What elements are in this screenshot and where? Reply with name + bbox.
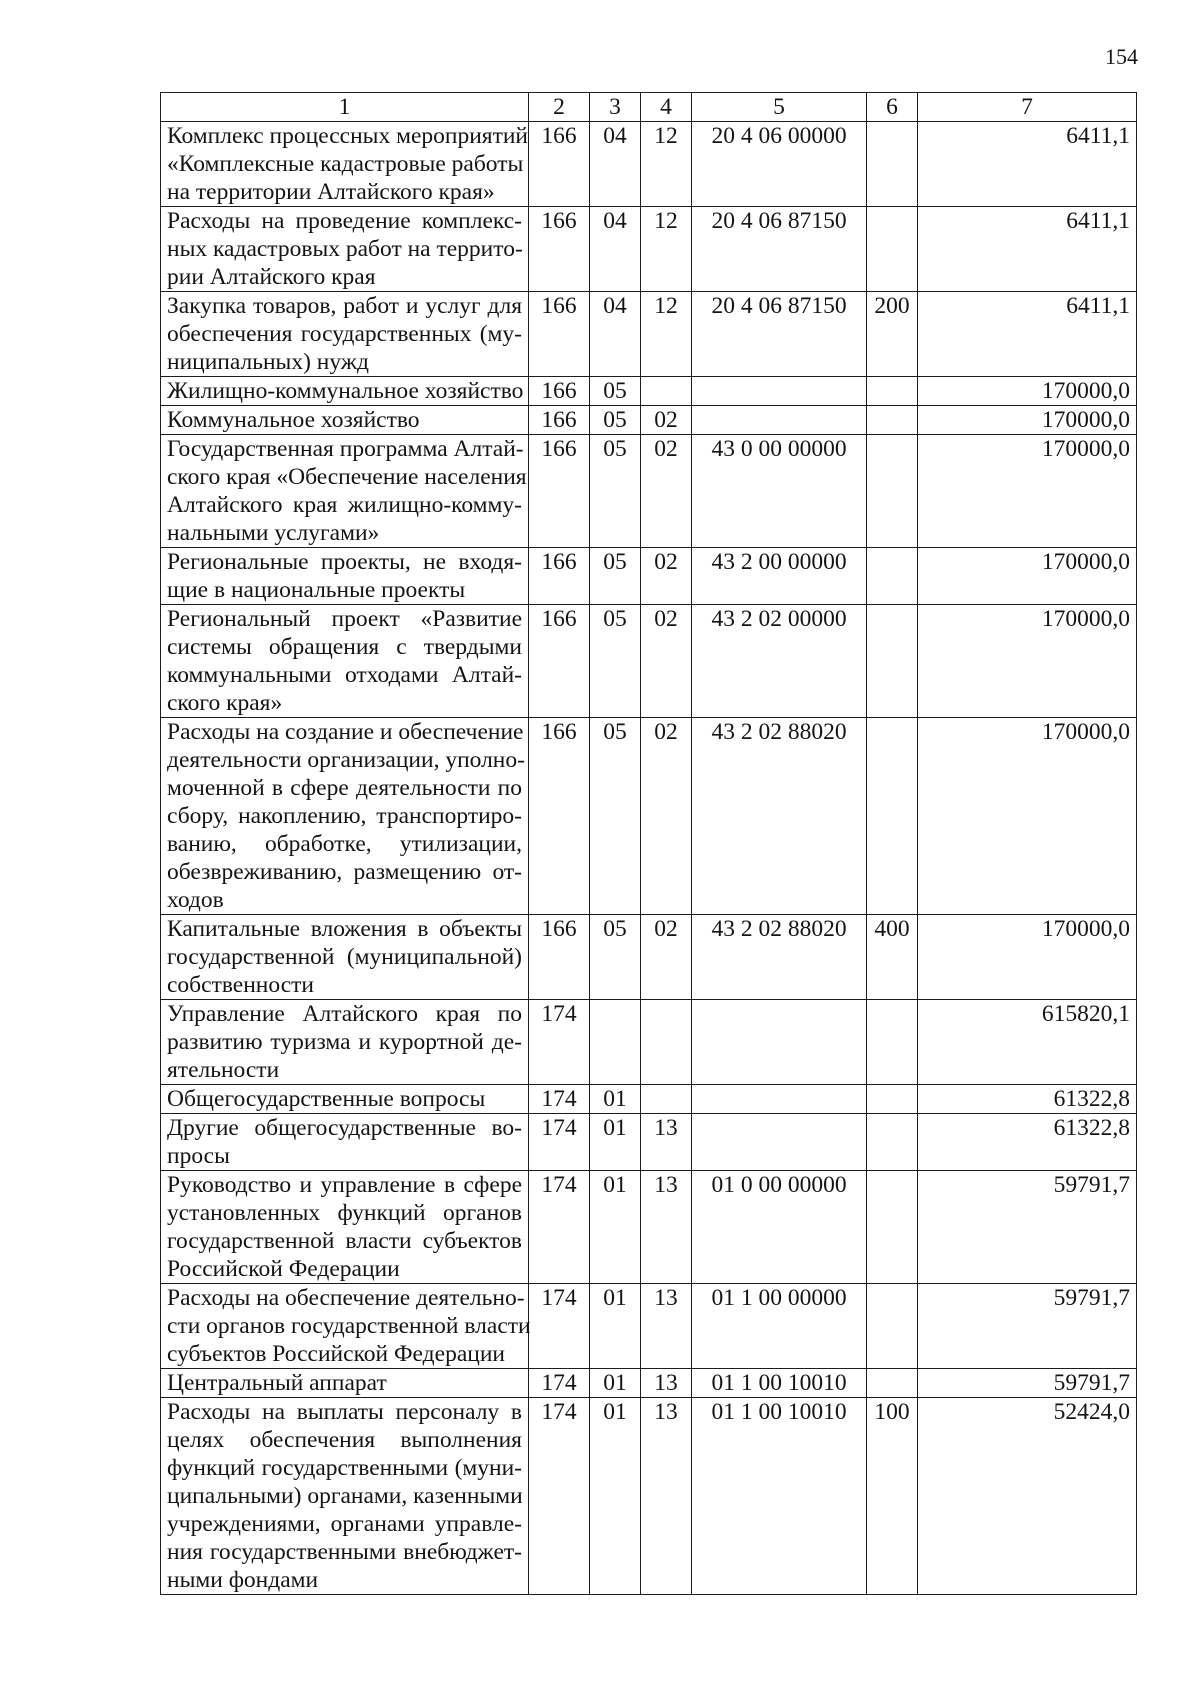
item-name-cell [161,1085,529,1114]
item-name-line: целях обеспечения выполнения [167,1427,522,1453]
table-header-row [161,93,1137,122]
item-name-line: Алтайского края жилищно-комму- [167,492,522,518]
subsection-code-cell: 02 [641,406,692,435]
amount-cell: 6411,1 [918,207,1137,292]
item-name-line: «Комплексные кадастровые работы [167,151,524,177]
item-name-line: Расходы на создание и обеспечение [167,719,524,745]
item-name-line: ния государственными внебюджет- [167,1539,522,1565]
ministry-code-cell: 166 [529,915,590,1000]
section-code-cell: 05 [590,548,641,605]
amount-cell: 61322,8 [918,1114,1137,1171]
section-code-cell: 05 [590,377,641,406]
item-name-line: на территории Алтайского края» [167,179,495,205]
subsection-code-cell [641,1000,692,1085]
ministry-code-cell: 166 [529,718,590,915]
table-row [161,435,1137,548]
amount-cell: 59791,7 [918,1284,1137,1369]
item-name-line: ского края «Обеспечение населения [167,464,527,490]
amount-cell: 170000,0 [918,915,1137,1000]
ministry-code-cell: 174 [529,1398,590,1595]
table-row [161,915,1137,1000]
item-name-line: ванию, обработке, утилизации, [167,831,522,857]
item-name-cell [161,1171,529,1284]
target-article-cell: 43 2 02 00000 [692,605,867,718]
table-row [161,1171,1137,1284]
column-header-1: 1 [161,93,529,122]
item-name-line: развитию туризма и курортной де- [167,1029,522,1055]
item-name-line: коммунальными отходами Алтай- [167,662,522,688]
subsection-code-cell: 02 [641,435,692,548]
table-row [161,292,1137,377]
amount-cell: 170000,0 [918,548,1137,605]
expense-type-cell [867,548,918,605]
item-name-line: рии Алтайского края [167,264,376,290]
target-article-cell: 01 1 00 10010 [692,1369,867,1398]
amount-cell: 6411,1 [918,122,1137,207]
column-header-2: 2 [529,93,590,122]
item-name-line: Расходы на обеспечение деятельно- [167,1285,525,1311]
item-name-line: собственности [167,972,314,998]
table-body [161,122,1137,1595]
section-code-cell: 05 [590,605,641,718]
item-name-line: ными фондами [167,1567,319,1593]
section-code-cell: 05 [590,406,641,435]
subsection-code-cell: 13 [641,1369,692,1398]
section-code-cell: 04 [590,207,641,292]
item-name-line: ниципальных) нужд [167,349,369,375]
item-name-line: Региональные проекты, не входя- [167,549,522,575]
column-header-4: 4 [641,93,692,122]
ministry-code-cell: 174 [529,1284,590,1369]
item-name-cell [161,377,529,406]
section-code-cell: 05 [590,915,641,1000]
column-header-5: 5 [692,93,867,122]
amount-cell: 6411,1 [918,292,1137,377]
target-article-cell: 20 4 06 87150 [692,207,867,292]
target-article-cell: 20 4 06 87150 [692,292,867,377]
ministry-code-cell: 174 [529,1114,590,1171]
item-name-cell [161,548,529,605]
target-article-cell: 43 2 02 88020 [692,915,867,1000]
table-row [161,1284,1137,1369]
expense-type-cell [867,1114,918,1171]
item-name-line: Расходы на выплаты персоналу в [167,1399,522,1425]
item-name-cell [161,1000,529,1085]
item-name-cell [161,207,529,292]
item-name-line: Закупка товаров, работ и услуг для [167,293,522,319]
amount-cell: 170000,0 [918,718,1137,915]
ministry-code-cell: 166 [529,292,590,377]
expense-type-cell [867,718,918,915]
table-row [161,207,1137,292]
table-row [161,548,1137,605]
subsection-code-cell: 13 [641,1398,692,1595]
item-name-cell [161,1114,529,1171]
table-row [161,1085,1137,1114]
expense-type-cell [867,377,918,406]
expense-type-cell: 400 [867,915,918,1000]
target-article-cell [692,406,867,435]
ministry-code-cell: 166 [529,435,590,548]
subsection-code-cell: 12 [641,207,692,292]
ministry-code-cell: 166 [529,406,590,435]
amount-cell: 615820,1 [918,1000,1137,1085]
subsection-code-cell: 02 [641,915,692,1000]
amount-cell: 52424,0 [918,1398,1137,1595]
subsection-code-cell [641,377,692,406]
page-number: 154 [1105,44,1138,69]
section-code-cell: 01 [590,1114,641,1171]
item-name-line: Комплекс процессных мероприятий [167,123,529,149]
target-article-cell [692,1114,867,1171]
item-name-line: деятельности организации, уполно- [167,747,525,773]
section-code-cell: 05 [590,718,641,915]
expense-type-cell [867,1000,918,1085]
amount-cell: 170000,0 [918,377,1137,406]
amount-cell: 59791,7 [918,1171,1137,1284]
section-code-cell: 05 [590,435,641,548]
section-code-cell: 01 [590,1171,641,1284]
item-name-line: Расходы на проведение комплекс- [167,208,522,234]
subsection-code-cell: 02 [641,718,692,915]
item-name-line: ципальными) органами, казенными [167,1483,523,1509]
item-name-line: учреждениями, органами управле- [167,1511,522,1537]
section-code-cell [590,1000,641,1085]
item-name-line: моченной в сфере деятельности по [167,775,522,801]
item-name-cell [161,1369,529,1398]
expense-type-cell: 100 [867,1398,918,1595]
expense-type-cell [867,605,918,718]
item-name-line: Управление Алтайского края по [167,1001,522,1027]
section-code-cell: 01 [590,1398,641,1595]
amount-cell: 170000,0 [918,406,1137,435]
item-name-line: сти органов государственной власти [167,1313,531,1339]
column-header-6: 6 [867,93,918,122]
item-name-line: Государственная программа Алтай- [167,436,524,462]
item-name-line: ных кадастровых работ на террито- [167,236,523,262]
expense-type-cell [867,1085,918,1114]
item-name-cell [161,1398,529,1595]
target-article-cell: 43 2 02 88020 [692,718,867,915]
ministry-code-cell: 174 [529,1171,590,1284]
target-article-cell: 01 1 00 10010 [692,1398,867,1595]
item-name-line: просы [167,1143,230,1169]
item-name-line: Капитальные вложения в объекты [167,916,522,942]
expense-type-cell [867,207,918,292]
item-name-line: Региональный проект «Развитие [167,606,522,632]
ministry-code-cell: 174 [529,1000,590,1085]
expense-type-cell: 200 [867,292,918,377]
expense-type-cell [867,1171,918,1284]
table-row [161,718,1137,915]
column-header-7: 7 [918,93,1137,122]
item-name-line: установленных функций органов [167,1200,522,1226]
item-name-line: щие в национальные проекты [167,577,466,603]
target-article-cell [692,377,867,406]
ministry-code-cell: 174 [529,1369,590,1398]
item-name-cell [161,915,529,1000]
section-code-cell: 01 [590,1085,641,1114]
table-row [161,1398,1137,1595]
section-code-cell: 01 [590,1284,641,1369]
item-name-line: Коммунальное хозяйство [167,407,420,433]
target-article-cell: 01 0 00 00000 [692,1171,867,1284]
item-name-line: системы обращения с твердыми [167,634,522,660]
table-row [161,122,1137,207]
table-row [161,377,1137,406]
item-name-line: субъектов Российской Федерации [167,1341,505,1367]
expense-type-cell [867,435,918,548]
item-name-line: Другие общегосударственные во- [167,1115,522,1141]
amount-cell: 170000,0 [918,605,1137,718]
item-name-line: государственной власти субъектов [167,1228,522,1254]
item-name-cell [161,605,529,718]
item-name-line: Руководство и управление в сфере [167,1172,522,1198]
expense-type-cell [867,1284,918,1369]
item-name-cell [161,292,529,377]
item-name-line: ятельности [167,1057,280,1083]
section-code-cell: 04 [590,122,641,207]
column-header-3: 3 [590,93,641,122]
subsection-code-cell: 13 [641,1171,692,1284]
item-name-line: сбору, накоплению, транспортиро- [167,803,522,829]
subsection-code-cell: 13 [641,1284,692,1369]
expense-type-cell [867,122,918,207]
subsection-code-cell: 12 [641,122,692,207]
amount-cell: 59791,7 [918,1369,1137,1398]
target-article-cell: 43 0 00 00000 [692,435,867,548]
item-name-cell [161,122,529,207]
item-name-line: Жилищно-коммунальное хозяйство [167,378,524,404]
section-code-cell: 01 [590,1369,641,1398]
item-name-line: функций государственными (муни- [167,1455,522,1481]
expense-type-cell [867,1369,918,1398]
amount-cell: 170000,0 [918,435,1137,548]
expense-type-cell [867,406,918,435]
item-name-cell [161,718,529,915]
target-article-cell: 43 2 00 00000 [692,548,867,605]
item-name-cell [161,406,529,435]
item-name-line: Общегосударственные вопросы [167,1086,486,1112]
item-name-line: ского края» [167,690,283,716]
table-row [161,1114,1137,1171]
item-name-line: обеспечения государственных (му- [167,321,522,347]
ministry-code-cell: 166 [529,122,590,207]
ministry-code-cell: 166 [529,605,590,718]
target-article-cell [692,1000,867,1085]
table-row [161,605,1137,718]
item-name-cell [161,1284,529,1369]
item-name-line: государственной (муниципальной) [167,944,522,970]
subsection-code-cell: 02 [641,548,692,605]
budget-table [160,92,1137,1595]
item-name-line: обезвреживанию, размещению от- [167,859,522,885]
subsection-code-cell: 12 [641,292,692,377]
section-code-cell: 04 [590,292,641,377]
subsection-code-cell: 13 [641,1114,692,1171]
item-name-line: нальными услугами» [167,520,380,546]
ministry-code-cell: 174 [529,1085,590,1114]
table-row [161,1000,1137,1085]
target-article-cell: 01 1 00 00000 [692,1284,867,1369]
ministry-code-cell: 166 [529,377,590,406]
ministry-code-cell: 166 [529,207,590,292]
ministry-code-cell: 166 [529,548,590,605]
item-name-cell [161,435,529,548]
amount-cell: 61322,8 [918,1085,1137,1114]
item-name-line: Центральный аппарат [167,1370,387,1396]
target-article-cell [692,1085,867,1114]
subsection-code-cell: 02 [641,605,692,718]
subsection-code-cell [641,1085,692,1114]
item-name-line: ходов [167,887,224,913]
item-name-line: Российской Федерации [167,1256,400,1282]
table-row [161,406,1137,435]
table-row [161,1369,1137,1398]
target-article-cell: 20 4 06 00000 [692,122,867,207]
